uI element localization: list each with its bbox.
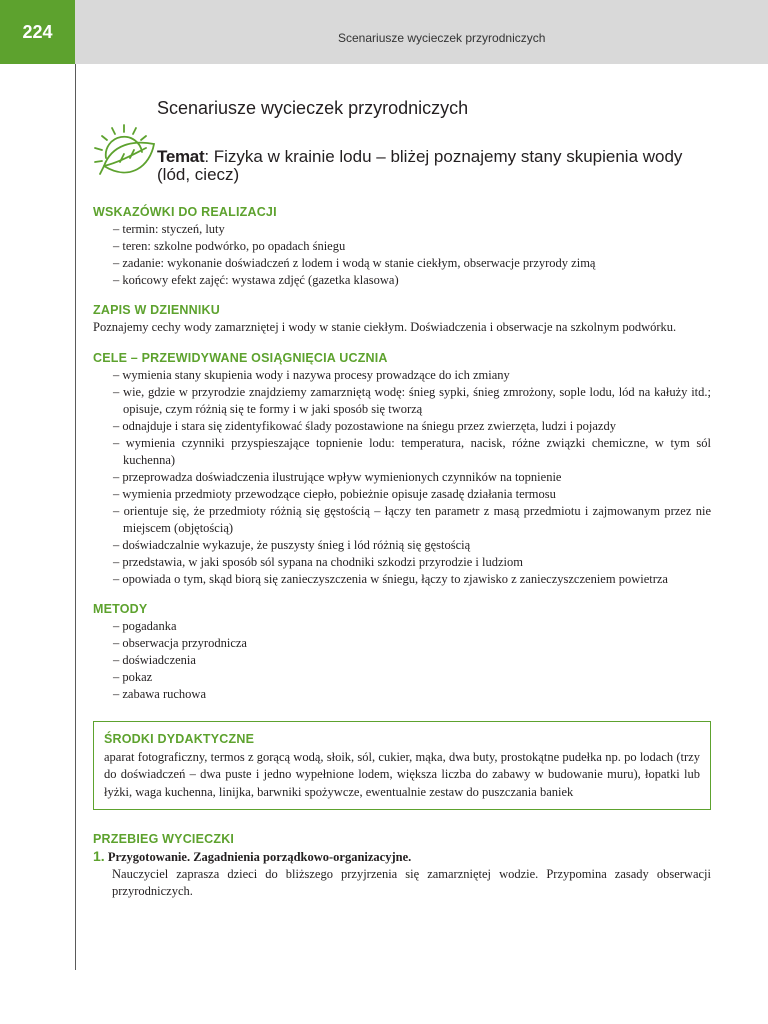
- section-heading-wskazowki: WSKAZÓWKI DO REALIZACJI: [93, 205, 277, 219]
- srodki-text: aparat fotograficzny, termos z gorącą wodą, słoik, sól, cukier, mąka, dwa buty, prostokątne pudełka np. po lodach (trzy do doświadczeń – dwa puste i jedno wypełnione lodem, większa liczba do zabawy w budowanie muru), łopatki lub łyżki, waga kuchenna, linijka, barwniki spożywcze, ewentualnie zestaw do puszczania baniek: [104, 749, 700, 799]
- sun-leaf-icon: [90, 122, 158, 186]
- wskazowki-list: [93, 221, 711, 289]
- list-item: – końcowy efekt zajęć: wystawa zdjęć (gazetka klasowa): [113, 273, 399, 287]
- list-item: – zadanie: wykonanie doświadczeń z lodem i wodą w stanie ciekłym, obserwacje przyrody zimą: [113, 256, 596, 270]
- topic-text: : Fizyka w krainie lodu – bliżej poznajemy stany skupienia wody (lód, ciecz): [157, 147, 683, 184]
- page-title: Scenariusze wycieczek przyrodniczych: [157, 98, 469, 118]
- list-item: – pokaz: [113, 669, 153, 684]
- list-item: – pogadanka: [113, 618, 177, 633]
- list-item: – teren: szkolne podwórko, po opadach śniegu: [113, 239, 346, 253]
- section-heading-cele: CELE – PRZEWIDYWANE OSIĄGNIĘCIA UCZNIA: [93, 350, 388, 365]
- list-item: – opowiada o tym, skąd biorą się zanieczyszczenia w śniegu, łączy to zjawisko z zanieczyszczeniem powietrza: [113, 571, 668, 586]
- step-number: 1.: [93, 848, 105, 864]
- list-item: – orientuje się, że przedmioty różnią się gęstością – łączy ten parametr z masą przedmiotu i zajmowanym przez nie miejscem (objętością): [113, 503, 711, 535]
- section-heading-metody: METODY: [93, 601, 148, 616]
- running-title: Scenariusze wycieczek przyrodniczych: [338, 31, 546, 45]
- section-heading-zapis: ZAPIS W DZIENNIKU: [93, 303, 221, 317]
- list-item: – wymienia czynniki przyspieszające topnienie lodu: temperatura, nacisk, różne związki chemiczne, w tym sól kuchenna): [113, 435, 711, 467]
- list-item: – wie, gdzie w przyrodzie znajdziemy zamarzniętą wodę: śnieg sypki, śnieg zmrożony, sople lodu, lód na kałuży itd.; opisuje, czym różnią się te formy i w jaki sposób się tworzą: [113, 384, 711, 416]
- list-item: – doświadczalnie wykazuje, że puszysty śnieg i lód różnią się gęstością: [113, 537, 471, 552]
- list-item: – wymienia stany skupienia wody i nazywa procesy prowadzące do ich zmiany: [113, 367, 510, 382]
- list-item: – doświadczenia: [113, 652, 196, 667]
- list-item: – przedstawia, w jaki sposób sól sypana na chodniki szkodzi przyrodzie i ludziom: [113, 554, 523, 569]
- left-margin-rule: [75, 64, 76, 970]
- step-1-heading: [93, 848, 711, 866]
- list-item: – odnajduje i stara się zidentyfikować ślady pozostawione na śniegu przez zwierzęta, ludzi i pojazdy: [113, 418, 616, 433]
- srodki-box: [93, 721, 711, 811]
- list-item: – obserwacja przyrodnicza: [113, 635, 247, 650]
- topic-heading: [157, 148, 717, 184]
- content-column: [93, 203, 711, 900]
- step-title: Przygotowanie. Zagadnienia porządkowo-organizacyjne.: [107, 850, 412, 864]
- section-heading-przebieg: PRZEBIEG WYCIECZKI: [93, 832, 235, 846]
- list-item: – termin: styczeń, luty: [113, 222, 225, 236]
- list-item: – wymienia przedmioty przewodzące ciepło, pobieżnie opisuje zasadę działania termosu: [113, 486, 556, 501]
- step-1-text: Nauczyciel zaprasza dzieci do bliższego przyjrzenia się zamarzniętej wodzie. Przypomina zasady obserwacji przyrodniczych.: [112, 867, 711, 898]
- page-number: 224: [0, 0, 75, 64]
- section-heading-srodki: ŚRODKI DYDAKTYCZNE: [104, 731, 255, 746]
- zapis-text: Poznajemy cechy wody zamarzniętej i wody w stanie ciekłym. Doświadczenia i obserwacje na szkolnym podwórku.: [93, 320, 677, 334]
- cele-list: [93, 367, 711, 588]
- metody-list: [93, 618, 711, 703]
- topic-label: Temat: [157, 147, 205, 166]
- list-item: – zabawa ruchowa: [113, 686, 207, 701]
- list-item: – przeprowadza doświadczenia ilustrujące wpływ wymienionych czynników na topnienie: [113, 469, 562, 484]
